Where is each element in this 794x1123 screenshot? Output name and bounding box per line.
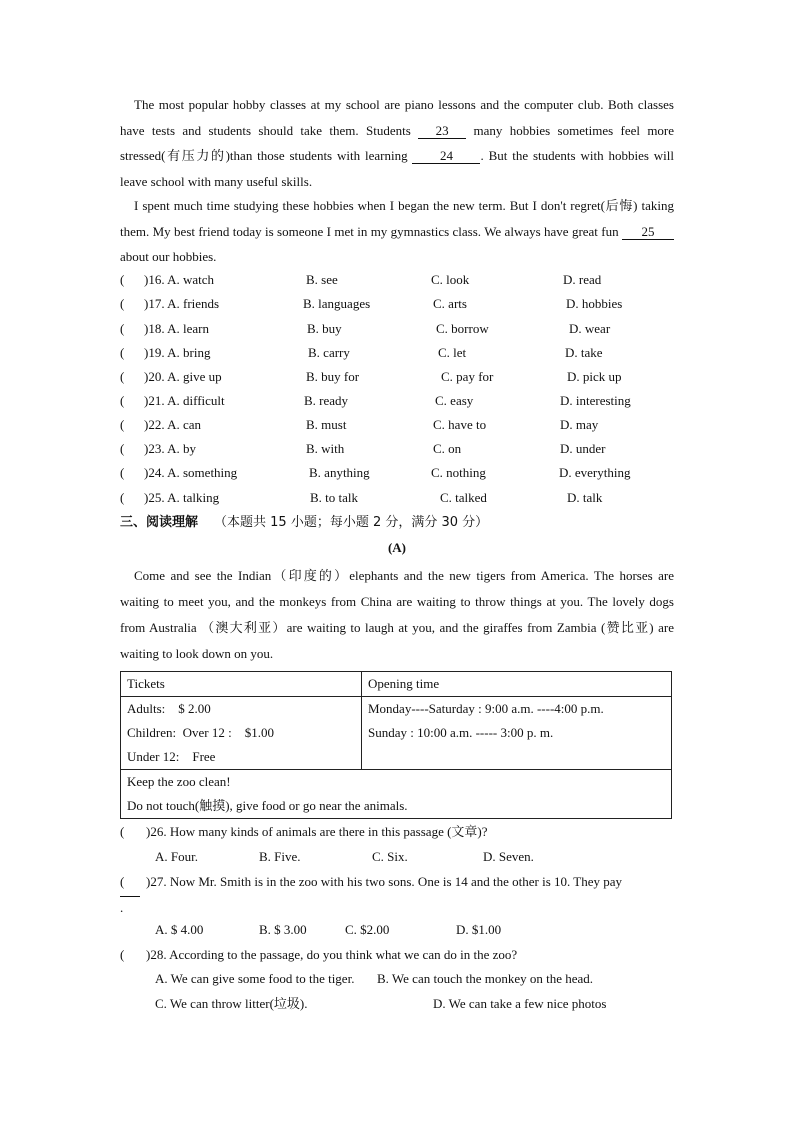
cloze-question-row xyxy=(120,413,674,437)
adult-price: Adults: $ 2.00 xyxy=(127,701,211,716)
rule-no-touch: Do not touch(触摸), give food or go near the animals. xyxy=(127,798,408,813)
zoo-rules-cell xyxy=(121,770,672,819)
option-d: D. Seven. xyxy=(483,849,534,864)
under12-price: Under 12: Free xyxy=(127,749,216,764)
cloze-question-row xyxy=(120,341,674,365)
option-a: )23. A. by xyxy=(144,441,196,456)
passage-paragraph-2: I spent much time studying these hobbies when I began the new term. But I don't regret(后悔) taking them. My best friend today is someone I met in my gymnastics class. We always have great fun 25 about our hobbies. xyxy=(120,198,674,264)
cloze-question-row xyxy=(120,268,674,292)
option-a: )25. A. talking xyxy=(144,490,220,505)
option-c: C. on xyxy=(433,441,462,456)
question-27-options xyxy=(155,918,675,942)
option-c: C. look xyxy=(431,272,470,287)
option-b: B. to talk xyxy=(310,490,359,505)
question-27-stem: )27. Now Mr. Smith is in the zoo with his two sons. One is 14 and the other is 10. They pay xyxy=(146,874,623,889)
option-c: C. nothing xyxy=(431,465,486,480)
option-d: D. everything xyxy=(559,465,631,480)
option-b: B. ready xyxy=(304,393,349,408)
option-d: D. hobbies xyxy=(566,296,623,311)
option-c: C. We can throw litter(垃圾). xyxy=(155,996,308,1011)
option-b: B. anything xyxy=(309,465,370,480)
answer-paren: ( xyxy=(120,321,125,336)
answer-paren: ( xyxy=(120,490,125,505)
option-a: )21. A. difficult xyxy=(144,393,225,408)
answer-paren: ( xyxy=(120,345,125,360)
ticket-prices-cell xyxy=(121,697,362,770)
cloze-question-row xyxy=(120,486,674,510)
option-b: B. see xyxy=(306,272,338,287)
option-c: C. arts xyxy=(433,296,467,311)
children-price: Children: Over 12 : $1.00 xyxy=(127,725,274,740)
option-d: D. take xyxy=(565,345,603,360)
option-c: C. $2.00 xyxy=(345,922,390,937)
option-a: A. $ 4.00 xyxy=(155,922,204,937)
zoo-info-table xyxy=(120,671,672,819)
rule-keep-clean: Keep the zoo clean! xyxy=(127,774,231,789)
cloze-question-row xyxy=(120,292,674,316)
answer-paren: ( xyxy=(120,947,125,962)
section-heading: 三、阅读理解 （本题共 15 小题；每小题 2 分，满分 30 分） xyxy=(120,515,489,530)
question-28-stem: )28. According to the passage, do you think what we can do in the zoo? xyxy=(146,947,518,962)
option-c: C. talked xyxy=(440,490,487,505)
passage-paragraph-1: The most popular hobby classes at my school are piano lessons and the computer club. Both classes have tests and students should take them. Students 23 many hobbies sometimes feel more stressed(有压力的)than those students with learning 24 . But the students with hobbies will leave school with many useful skills. xyxy=(120,97,675,189)
option-a: A. Four. xyxy=(155,849,198,864)
option-b: B. We can touch the monkey on the head. xyxy=(377,971,594,986)
option-a: )20. A. give up xyxy=(144,369,222,384)
option-b: B. buy xyxy=(307,321,342,336)
question-28-options-row1 xyxy=(155,967,675,991)
cloze-question-row xyxy=(120,317,674,341)
option-d: D. read xyxy=(563,272,602,287)
option-c: C. pay for xyxy=(441,369,494,384)
option-b: B. must xyxy=(306,417,347,432)
question-26-options xyxy=(155,845,675,869)
option-b: B. Five. xyxy=(259,849,301,864)
answer-paren: ( xyxy=(120,417,125,432)
option-a: )24. A. something xyxy=(144,465,238,480)
question-26-stem: )26. How many kinds of animals are there in this passage (文章)? xyxy=(146,824,488,839)
option-d: D. may xyxy=(560,417,599,432)
option-d: D. pick up xyxy=(567,369,622,384)
weekday-hours: Monday----Saturday : 9:00 a.m. ----4:00 p.m. xyxy=(368,701,604,716)
option-b: B. $ 3.00 xyxy=(259,922,307,937)
option-d: D. $1.00 xyxy=(456,922,502,937)
option-d: D. under xyxy=(560,441,606,456)
option-b: B. with xyxy=(306,441,345,456)
exam-page: The most popular hobby classes at my school are piano lessons and the computer club. Both classes have tests and students should take them. Students 23 many hobbies sometimes feel more stressed(有压力的)than those students with learning 24 . But the students with hobbies will leave school with many useful skills. I spent much time studying these hobbies when I began the new term. But I don't regret(后悔) taking them. My best friend today is someone I met in my gymnastics class. We always have great fun 25 about our hobbies. ( )16. A. watch B. see C. look D. read ( )17. A. friends B. languages C. arts D. hobbies ( )18. A. learn B. buy C. borrow D. wear ( )19. A. bring B. carry C. let D. take ( )20. A. give up B. buy for C. pay for D. pick up ( )21. A. difficult B. ready C. easy D. interesting ( )22. A. can B. must C. have to D. may ( )23. A. by B. with C. on D. under ( )24. A. something B. anything C. nothing D. everything ( )25. A. talking B. to talk C. talked D. talk 三、阅读理解 （本题共 15 小题；每小题 2 分，满分 30 分） (A) Come and see the Indian（印度的）elephants and the new tigers from America. The horses are waiting to meet you, and the monkeys from China are waiting to throw things at you. The lovely dogs from Australia （澳大利亚）are waiting to laugh at you, and the giraffes from Zambia (赞比亚) are waiting to look down on you. Tickets Opening time Adults: $ 2.00 Children: Over 12 : $1.00 Under 12: Free Monday----Saturday : 9:00 a.m. ----4:00 p.m. Sunday : 10:00 a.m. ----- 3:00 p. m. Keep the zoo clean! Do not touch(触摸), give food or go near the animals. ( )26. How many kinds of animals are there in this passage (文章)? A. Four. B. Five. C. Six. D. Seven. ( )27. Now Mr. Smith is in the zoo with his two sons. One is 14 and the other is 10. They pay . A. $ 4.00 B. $ 3.00 C. $2.00 D. $1.00 ( )28. According to the passage, do you think what we can do in the zoo? A. We can give some food to the tiger. B. We can touch the monkey on the head. C. We can throw litter(垃圾). D. We can take a few nice photos xyxy=(0,0,794,1123)
cloze-question-row xyxy=(120,389,674,413)
option-c: C. Six. xyxy=(372,849,408,864)
blank-24: 24 xyxy=(412,149,480,164)
option-a: A. We can give some food to the tiger. xyxy=(155,971,355,986)
passage-label: (A) xyxy=(387,540,407,555)
option-b: B. carry xyxy=(308,345,350,360)
cloze-question-row xyxy=(120,437,674,461)
answer-paren: ( xyxy=(120,874,125,889)
opening-hours-cell xyxy=(362,697,672,770)
blank-23: 23 xyxy=(418,124,466,139)
sunday-hours: Sunday : 10:00 a.m. ----- 3:00 p. m. xyxy=(368,725,554,740)
option-c: C. have to xyxy=(433,417,487,432)
answer-paren: ( xyxy=(120,441,125,456)
question-28-options-row2 xyxy=(155,992,675,1016)
option-c: C. let xyxy=(438,345,467,360)
option-d: D. talk xyxy=(567,490,603,505)
answer-paren: ( xyxy=(120,824,125,839)
answer-paren: ( xyxy=(120,393,125,408)
option-a: )16. A. watch xyxy=(144,272,215,287)
answer-paren: ( xyxy=(120,465,125,480)
option-a: )17. A. friends xyxy=(144,296,220,311)
option-d: D. We can take a few nice photos xyxy=(433,996,607,1011)
reading-passage-a: Come and see the Indian（印度的）elephants and the new tigers from America. The horses are waiting to meet you, and the monkeys from China are waiting to throw things at you. The lovely dogs from Australia （澳大利亚）are waiting to laugh at you, and the giraffes from Zambia (赞比亚) are waiting to look down on you. xyxy=(120,568,674,661)
cloze-question-row xyxy=(120,461,674,485)
option-b: B. buy for xyxy=(306,369,360,384)
option-d: D. wear xyxy=(569,321,611,336)
answer-paren: ( xyxy=(120,296,125,311)
option-a: )18. A. learn xyxy=(144,321,209,336)
option-a: )22. A. can xyxy=(144,417,202,432)
question-27 xyxy=(120,870,674,894)
blank-25: 25 xyxy=(622,225,674,240)
option-c: C. borrow xyxy=(436,321,489,336)
cloze-question-row xyxy=(120,365,674,389)
answer-paren: ( xyxy=(120,369,125,384)
option-c: C. easy xyxy=(435,393,474,408)
tickets-header: Tickets xyxy=(121,672,362,697)
option-d: D. interesting xyxy=(560,393,631,408)
answer-paren: ( xyxy=(120,272,125,287)
option-a: )19. A. bring xyxy=(144,345,211,360)
option-b: B. languages xyxy=(303,296,371,311)
opening-time-header: Opening time xyxy=(362,672,672,697)
